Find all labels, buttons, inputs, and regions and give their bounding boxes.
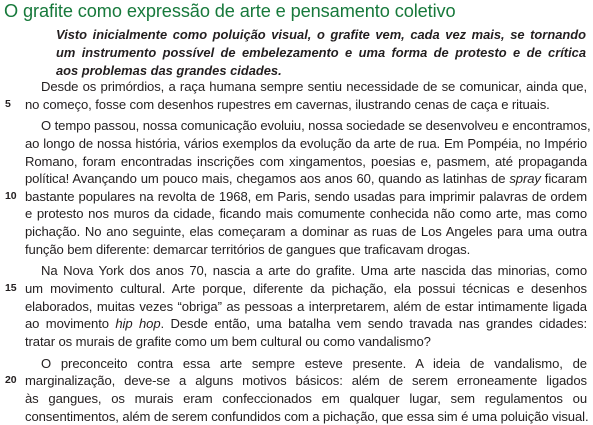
article-title: O grafite como expressão de arte e pensamento coletivo <box>4 1 456 21</box>
lead-line: Visto inicialmente como poluição visual, o grafite vem, cada vez mais, se tornando <box>56 27 586 42</box>
text-line: O preconceito contra essa arte sempre esteve presente. A ideia de vandalismo, de <box>41 355 587 371</box>
paragraph-3 <box>5 262 587 350</box>
paragraph-2 <box>5 117 591 258</box>
text-line: Desde os primórdios, a raça humana sempre sentiu necessidade de se comunicar, ainda que, <box>41 79 587 94</box>
lead-line: um instrumento possível de embelezamento e uma forma de protesto e de crítica <box>56 44 586 60</box>
article-body <box>5 78 591 425</box>
text-line: às gangues, os murais eram confeccionados em qualquer lugar, sem regulamentos ou <box>25 390 587 406</box>
text-line-content: bastante populares na revolta de 1968, em Paris, sendo usadas para imprimir palavras de ordem <box>25 188 587 204</box>
line-number: 10 <box>5 189 17 202</box>
text-line <box>5 372 587 390</box>
text-line <box>5 188 587 206</box>
foreign-term: hip hop <box>115 316 161 332</box>
text-line: e protesto nos muros da cidade, ficando mais comumente conhecida não como arte, mas como <box>25 206 587 222</box>
paragraph-1 <box>5 78 587 113</box>
text-line: pichação. No ano seguinte, elas começaram a dominar as ruas de Los Angeles para uma outra <box>25 224 587 240</box>
lead-paragraph <box>56 26 586 79</box>
text-line: Na Nova York dos anos 70, nascia a arte do grafite. Uma arte nascida das minorias, como <box>41 263 587 279</box>
line-number: 5 <box>5 97 11 110</box>
text-line <box>5 96 587 114</box>
text-line-content: no começo, fosse com desenhos rupestres em cavernas, ilustrando cenas de caça e rituais. <box>25 96 550 112</box>
text-line-content: um movimento cultural. Arte porque, diferente da pichação, ela possui técnicas e desenhos <box>25 281 587 297</box>
line-number: 15 <box>5 282 17 295</box>
text-line <box>5 280 587 298</box>
text-line: função bem diferente: demarcar territórios de gangues que traficavam drogas. <box>25 241 471 257</box>
text-line: consentimentos, além de serem confundidos com a pichação, que essa sim é uma poluição visual. <box>25 408 589 424</box>
text-line-content: marginalização, deve-se a alguns motivos básicos: além de serem erroneamente ligados <box>25 373 587 389</box>
text-line: O tempo passou, nossa comunicação evoluiu, nossa sociedade se desenvolveu e encontramos, <box>41 118 591 134</box>
text-line: elaborados, muitas vezes “obriga” as pessoas a interpretarem, além de estar intimamente ligada <box>25 298 587 314</box>
text-line: ao longo de nossa história, vários exemplos da evolução da arte de rua. Em Pompéia, no Império <box>25 135 587 151</box>
text-line: ao movimento hip hop. Desde então, uma batalha vem sendo travada nas grandes cidades: <box>25 316 587 332</box>
text-line: tratar os murais de grafite como um bem cultural ou como vandalismo? <box>25 333 431 349</box>
text-line: política! Avançando um pouco mais, chegamos aos anos 60, quando as latinhas de spray ficaram <box>25 171 588 187</box>
paragraph-4 <box>5 355 589 425</box>
text-line: Romano, foram encontradas inscrições com xingamentos, poesias e, pasmem, até propaganda <box>25 153 587 169</box>
lead-line: aos problemas das grandes cidades. <box>56 62 282 78</box>
line-number: 20 <box>5 374 17 387</box>
foreign-term: spray <box>509 171 541 187</box>
